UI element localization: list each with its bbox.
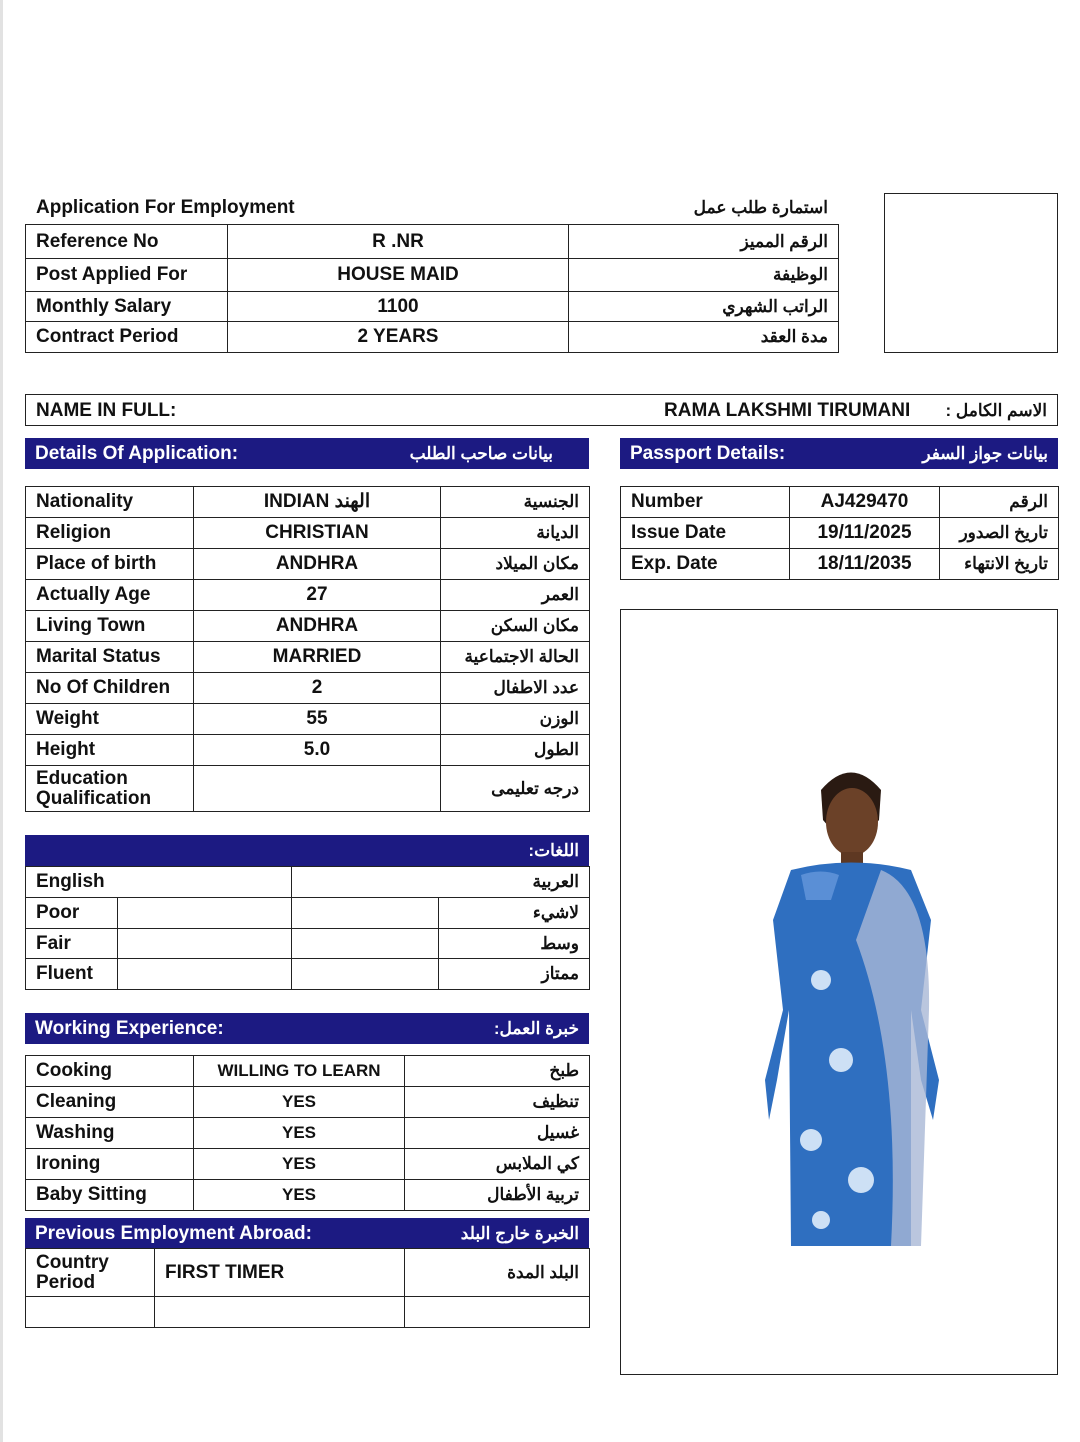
table-row [26,704,590,735]
english-label: English [26,867,292,898]
table-row [26,642,590,673]
label-ar: الطول [441,735,590,766]
top-info-table [25,224,839,353]
empty-cell [155,1297,405,1328]
value: 18/11/2035 [790,549,940,580]
value: INDIAN الهند [194,487,441,518]
table-row [26,735,590,766]
label: Cleaning [26,1087,194,1118]
table-row [26,1149,590,1180]
value: YES [194,1087,405,1118]
label-ar: غسيل [405,1118,590,1149]
previous-employment-header [25,1218,589,1249]
value [118,898,292,929]
label: Place of birth [26,549,194,580]
table-row [26,1297,590,1328]
languages-table [25,866,590,990]
table-row [26,1249,590,1297]
table-row [26,766,590,812]
label-ar: مكان السكن [441,611,590,642]
value: ANDHRA [194,549,441,580]
value: AJ429470 [790,487,940,518]
empty-cell [26,1297,155,1328]
photo-box [620,609,1058,1375]
table-row [26,292,839,322]
label: Religion [26,518,194,549]
value: R .NR [228,225,569,259]
english-label-ar: العربية [292,867,590,898]
passport-table [620,486,1059,580]
label-ar: الوظيفة [569,259,839,292]
value: 5.0 [194,735,441,766]
label: Marital Status [26,642,194,673]
label-ar: طبخ [405,1056,590,1087]
passport-title-ar: بيانات جواز السفر [922,443,1048,463]
table-row [26,929,590,959]
label: Education Qualification [26,766,194,812]
label-ar: الرقم المميز [569,225,839,259]
languages-header [25,835,589,867]
table-row [621,487,1059,518]
table-row [26,580,590,611]
name-label-ar: الاسم الكامل : [945,401,1047,420]
label-ar: تربية الأطفال [405,1180,590,1211]
label: Exp. Date [621,549,790,580]
value: YES [194,1118,405,1149]
table-row [26,259,839,292]
table-row [26,1180,590,1211]
label: Living Town [26,611,194,642]
table-row [26,225,839,259]
table-row [26,611,590,642]
empty-cell [405,1297,590,1328]
label: Washing [26,1118,194,1149]
label-ar: البلد المدة [405,1249,590,1297]
table-row [26,549,590,580]
table-row [26,322,839,353]
value: FIRST TIMER [155,1249,405,1297]
table-row [26,673,590,704]
label-ar: الرقم [940,487,1059,518]
label: Fluent [26,959,118,990]
passport-header [620,438,1058,469]
value: 55 [194,704,441,735]
label-ar: الوزن [441,704,590,735]
experience-title-ar: خبرة العمل: [493,1018,579,1038]
value: YES [194,1149,405,1180]
label-ar: الجنسية [441,487,590,518]
languages-title-ar: اللغات: [528,841,579,860]
value: YES [194,1180,405,1211]
small-photo-box [884,193,1058,353]
label-ar: الراتب الشهري [569,292,839,322]
value [292,898,439,929]
value: 2 [194,673,441,704]
name-label: NAME IN FULL: [36,400,177,421]
label-ar: تاريخ الصدور [940,518,1059,549]
table-row [26,959,590,990]
table-row [26,487,590,518]
label: Weight [26,704,194,735]
value: MARRIED [194,642,441,673]
name-value: RAMA LAKSHMI TIRUMANI [664,400,911,421]
label: Cooking [26,1056,194,1087]
label-ar: الحالة الاجتماعية [441,642,590,673]
experience-table [25,1055,590,1211]
label: Post Applied For [26,259,228,292]
value: HOUSE MAID [228,259,569,292]
table-row [621,518,1059,549]
table-row [621,549,1059,580]
label-ar: عدد الاطفال [441,673,590,704]
table-row [26,1118,590,1149]
label-ar: تنظيف [405,1087,590,1118]
label-ar: تاريخ الانتهاء [940,549,1059,580]
table-row [26,518,590,549]
label-ar: درجه تعليمى [441,766,590,812]
label: Nationality [26,487,194,518]
label: Contract Period [26,322,228,353]
experience-title: Working Experience: [35,1017,224,1039]
label-ar: ممتاز [439,959,590,990]
label: Poor [26,898,118,929]
previous-title-ar: الخبرة خارج البلد [460,1223,579,1243]
label: Baby Sitting [26,1180,194,1211]
label-ar: العمر [441,580,590,611]
label: Ironing [26,1149,194,1180]
label-ar: لاشيء [439,898,590,929]
details-table [25,486,590,812]
value: 2 YEARS [228,322,569,353]
table-row [26,1056,590,1087]
label: Monthly Salary [26,292,228,322]
label-ar: مدة العقد [569,322,839,353]
label: Height [26,735,194,766]
value [292,929,439,959]
table-row [26,898,590,929]
value: ANDHRA [194,611,441,642]
details-title: Details Of Application: [35,442,239,464]
value: 19/11/2025 [790,518,940,549]
table-row [26,867,590,898]
details-title-ar: بيانات صاحب الطلب [409,443,553,463]
page-edge [0,0,3,1442]
label: Issue Date [621,518,790,549]
form-title: Application For Employment [36,197,295,218]
label: Country Period [26,1249,155,1297]
value: CHRISTIAN [194,518,441,549]
label: No Of Children [26,673,194,704]
value: WILLING TO LEARN [194,1056,405,1087]
value [194,766,441,812]
value: 27 [194,580,441,611]
value [118,929,292,959]
form-title-ar: استمارة طلب عمل [693,198,828,217]
label-ar: الديانة [441,518,590,549]
table-row [26,1087,590,1118]
label: Reference No [26,225,228,259]
label: Number [621,487,790,518]
label-ar: وسط [439,929,590,959]
label-ar: مكان الميلاد [441,549,590,580]
label: Fair [26,929,118,959]
previous-employment-table [25,1248,590,1328]
label: Actually Age [26,580,194,611]
full-name-row [25,394,1058,426]
previous-title: Previous Employment Abroad: [35,1222,312,1244]
value [292,959,439,990]
value: 1100 [228,292,569,322]
passport-title: Passport Details: [630,442,786,464]
details-header [25,438,589,469]
label-ar: كي الملابس [405,1149,590,1180]
experience-header [25,1013,589,1044]
applicant-photo [761,760,947,1246]
value [118,959,292,990]
